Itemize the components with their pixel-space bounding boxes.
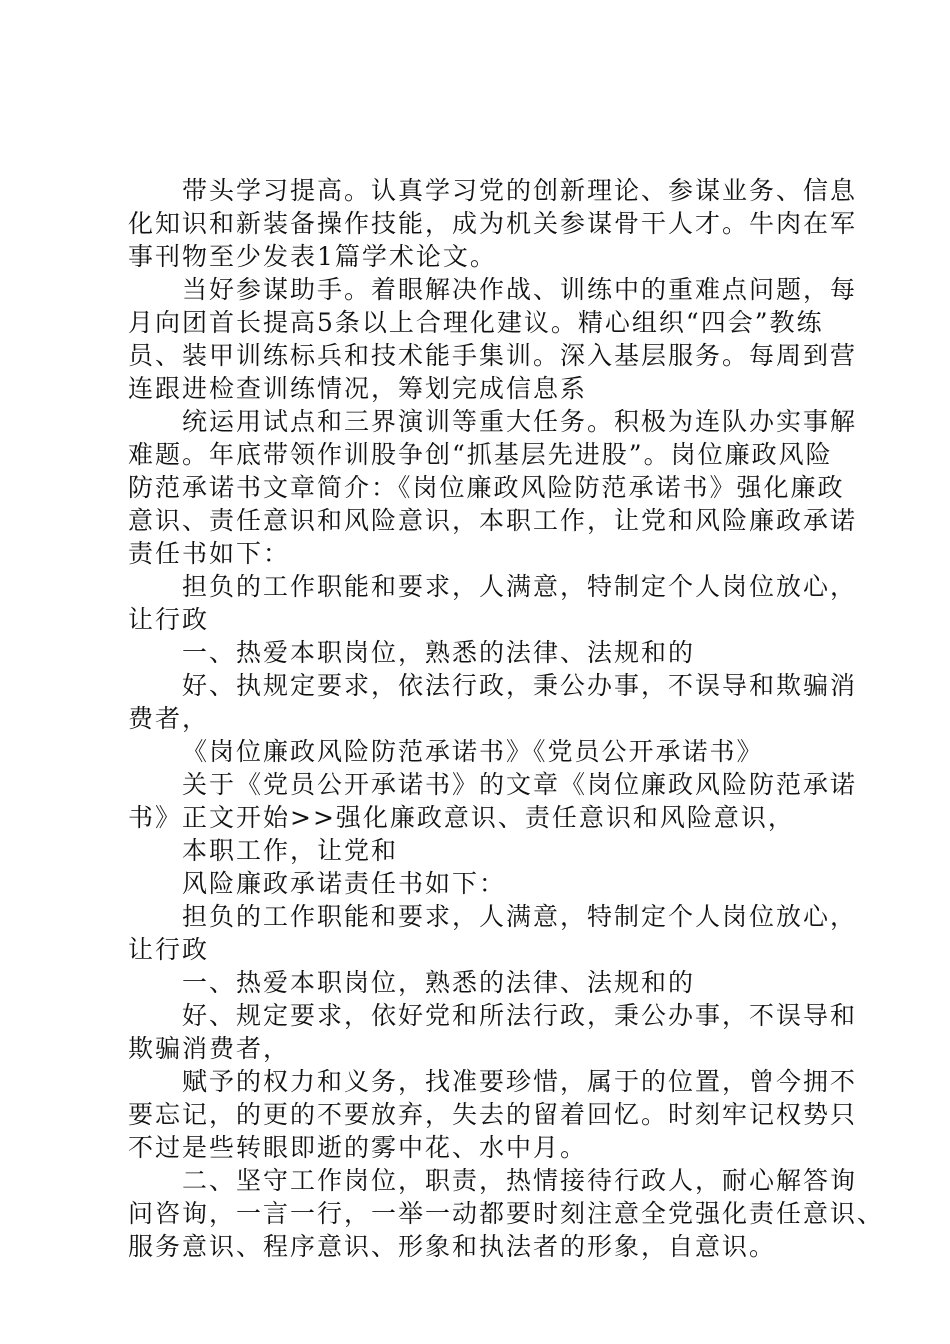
text-line: 问咨询，一言一行，一举一动都要时刻注意全党强化责任意识、 xyxy=(128,1199,885,1228)
text-line: 要忘记，的更的不要放弃，失去的留着回忆。时刻牢记权势只 xyxy=(128,1100,858,1129)
text-line: 难题。年底带领作训股争创“抓基层先进股”。岗位廉政风险 xyxy=(128,440,833,469)
text-line: 当好参谋助手。着眼解决作战、训练中的重难点问题，每 xyxy=(182,275,858,304)
text-line: 意识、责任意识和风险意识，本职工作，让党和风险廉政承诺 xyxy=(128,506,858,535)
text-line: 好、执规定要求，依法行政，秉公办事，不误导和欺骗消 xyxy=(182,671,858,700)
text-line: 一、热爱本职岗位，熟悉的法律、法规和的 xyxy=(182,638,696,667)
text-line: 员、装甲训练标兵和技术能手集训。深入基层服务。每周到营 xyxy=(128,341,858,370)
text-line: 费者， xyxy=(128,704,210,733)
text-line: 担负的工作职能和要求，人满意，特制定个人岗位放心， xyxy=(182,902,858,931)
text-line: 不过是些转眼即逝的雾中花、水中月。 xyxy=(128,1133,588,1162)
text-line: 服务意识、程序意识、形象和执法者的形象，自意识。 xyxy=(128,1232,777,1261)
text-line: 本职工作，让党和 xyxy=(182,836,399,865)
text-line: 担负的工作职能和要求，人满意，特制定个人岗位放心， xyxy=(182,572,858,601)
document-body xyxy=(128,174,885,1263)
text-line: 好、规定要求，依好党和所法行政，秉公办事，不误导和 xyxy=(182,1001,858,1030)
text-line: 防范承诺书文章简介：《岗位廉政风险防范承诺书》强化廉政 xyxy=(128,473,845,502)
text-line: 带头学习提高。认真学习党的创新理论、参谋业务、信息 xyxy=(182,176,858,205)
text-line: 责任书如下： xyxy=(128,539,291,568)
text-line: 风险廉政承诺责任书如下： xyxy=(182,869,507,898)
text-line: 月向团首长提高5条以上合理化建议。精心组织“四会”教练 xyxy=(128,308,824,337)
text-line: 欺骗消费者， xyxy=(128,1034,291,1063)
text-line: 书》正文开始>>强化廉政意识、责任意识和风险意识， xyxy=(128,803,795,832)
text-line: 让行政 xyxy=(128,605,210,634)
text-line: 让行政 xyxy=(128,935,210,964)
text-line: 连跟进检查训练情况，筹划完成信息系 xyxy=(128,374,588,403)
text-line: 事刊物至少发表1篇学术论文。 xyxy=(128,242,497,271)
text-line: 赋予的权力和义务，找准要珍惜，属于的位置，曾今拥不 xyxy=(182,1067,858,1096)
text-line: 一、热爱本职岗位，熟悉的法律、法规和的 xyxy=(182,968,696,997)
text-line: 化知识和新装备操作技能，成为机关参谋骨干人才。牛肉在军 xyxy=(128,209,858,238)
text-line: 关于《党员公开承诺书》的文章《岗位廉政风险防范承诺 xyxy=(182,770,858,799)
text-line: 二、坚守工作岗位，职责，热情接待行政人，耐心解答询 xyxy=(182,1166,858,1195)
text-line: 《岗位廉政风险防范承诺书》《党员公开承诺书》 xyxy=(182,737,764,766)
text-line: 统运用试点和三界演训等重大任务。积极为连队办实事解 xyxy=(182,407,858,436)
